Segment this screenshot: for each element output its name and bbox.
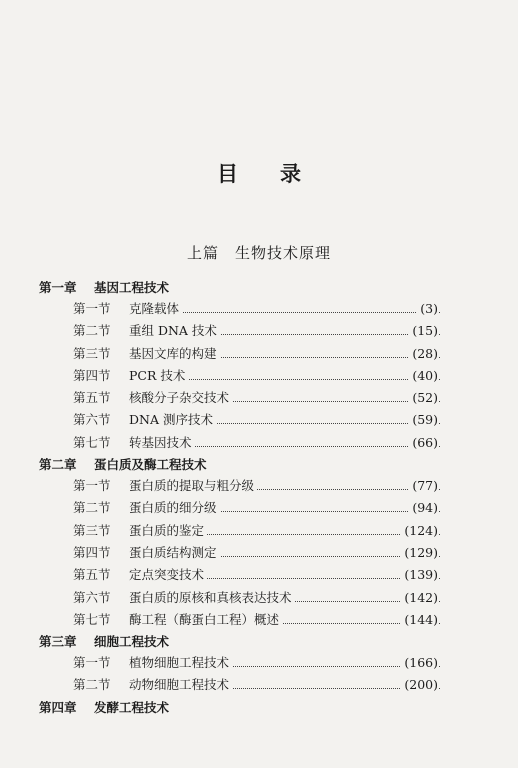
chapter-heading	[0, 697, 518, 718]
page-number: (52)	[409, 387, 438, 409]
section-number: 第一节	[73, 301, 111, 316]
section-title: 植物细胞工程技术	[129, 655, 232, 670]
table-of-contents	[0, 277, 518, 718]
toc-heading: 目录	[217, 162, 343, 186]
toc-entry	[0, 475, 518, 497]
toc-entry	[0, 542, 518, 564]
chapter-title: 发酵工程技术	[94, 699, 170, 715]
section-title: DNA 测序技术	[129, 412, 216, 427]
chapter-number: 第四章	[39, 699, 77, 715]
section-number: 第三节	[73, 522, 111, 538]
section-number: 第二节	[73, 323, 111, 339]
toc-entry	[0, 320, 518, 342]
toc-entry	[0, 497, 518, 519]
toc-entry	[0, 674, 518, 696]
section-title: 基因文库的构建	[129, 346, 220, 361]
section-title: 克隆载体	[129, 301, 182, 316]
chapter-number: 第二章	[39, 457, 77, 473]
toc-entry	[0, 365, 518, 387]
toc-entry	[0, 652, 518, 674]
page-number: (3)	[417, 298, 438, 320]
page-number: (142)	[401, 587, 438, 609]
chapter-title: 基因工程技术	[94, 280, 170, 295]
toc-entry	[0, 298, 518, 320]
page-number: (66)	[409, 432, 438, 454]
section-title: 蛋白质的原核和真核表达技术	[129, 590, 295, 605]
section-number: 第七节	[73, 434, 111, 450]
section-title: 酶工程（酶蛋白工程）概述	[129, 612, 282, 627]
section-number: 第五节	[73, 390, 111, 406]
section-number: 第五节	[73, 567, 111, 583]
chapter-heading	[0, 277, 518, 298]
chapter-title: 细胞工程技术	[94, 634, 170, 650]
part-label: 上篇	[186, 244, 219, 262]
page-number: (200)	[401, 674, 438, 696]
section-number: 第二节	[73, 677, 111, 693]
chapter-heading	[0, 631, 518, 652]
section-number: 第七节	[73, 611, 111, 627]
section-number: 第六节	[73, 412, 111, 428]
section-title: 核酸分子杂交技术	[129, 390, 232, 405]
page-number: (77)	[409, 475, 438, 497]
page-number: (139)	[401, 564, 438, 586]
section-title: 重组 DNA 技术	[129, 323, 220, 338]
section-number: 第四节	[73, 544, 111, 560]
page-number: (166)	[401, 652, 438, 674]
section-title: 蛋白质结构测定	[129, 545, 220, 560]
toc-entry	[0, 609, 518, 631]
page-number: (94)	[409, 497, 438, 519]
page-number: (40)	[409, 365, 438, 387]
section-title: 蛋白质的细分级	[129, 500, 220, 515]
part-heading	[0, 242, 518, 263]
toc-entry	[0, 520, 518, 542]
section-title: PCR 技术	[129, 368, 188, 383]
section-number: 第一节	[73, 478, 111, 494]
section-number: 第一节	[73, 655, 111, 671]
section-number: 第六节	[73, 589, 111, 605]
section-number: 第三节	[73, 345, 111, 361]
section-title: 蛋白质的提取与粗分级	[129, 478, 257, 493]
toc-entry	[0, 409, 518, 431]
section-title: 转基因技术	[129, 435, 195, 450]
section-title: 定点突变技术	[129, 567, 207, 582]
toc-entry	[0, 432, 518, 454]
page-number: (15)	[409, 320, 438, 342]
chapter-heading	[0, 454, 518, 475]
chapter-number: 第三章	[39, 634, 77, 650]
part-title: 生物技术原理	[235, 244, 332, 262]
page-number: (129)	[401, 542, 438, 564]
toc-entry	[0, 343, 518, 365]
page-number: (124)	[401, 520, 438, 542]
chapter-title: 蛋白质及酶工程技术	[94, 457, 207, 473]
toc-entry	[0, 564, 518, 586]
section-number: 第二节	[73, 500, 111, 516]
page-number: (144)	[401, 609, 438, 631]
section-number: 第四节	[73, 367, 111, 383]
page-number: (59)	[409, 409, 438, 431]
toc-entry	[0, 587, 518, 609]
section-title: 动物细胞工程技术	[129, 677, 232, 692]
page-number: (28)	[409, 343, 438, 365]
chapter-number: 第一章	[39, 280, 77, 295]
section-title: 蛋白质的鉴定	[129, 523, 207, 538]
toc-entry	[0, 387, 518, 409]
